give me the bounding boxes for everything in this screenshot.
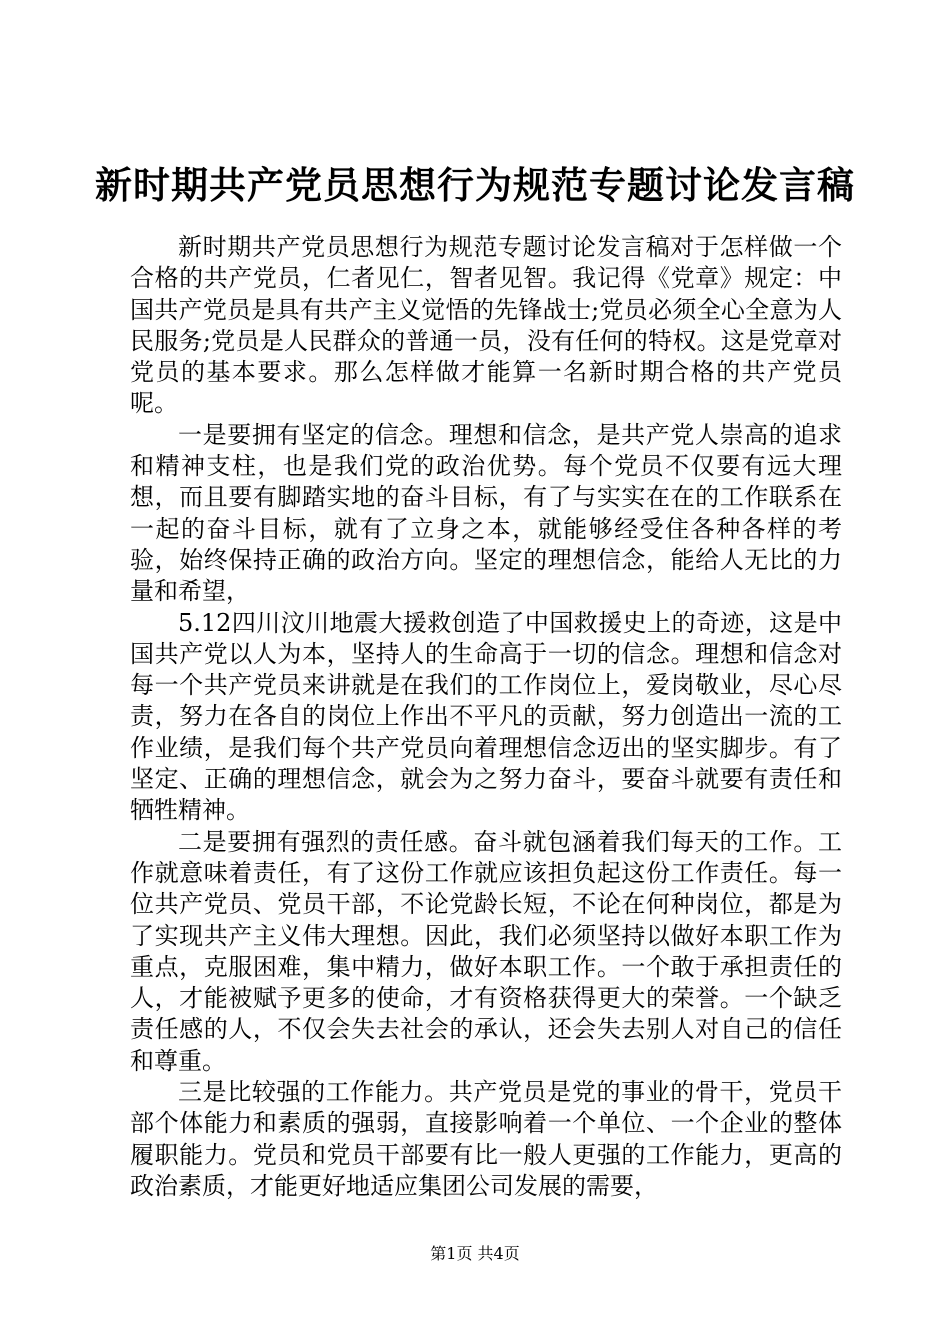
paragraph-earthquake: 5.12四川汶川地震大援救创造了中国救援史上的奇迹，这是中国共产党以人为本，坚持人的生命高于一切的信念。理想和信念对每一个共产党员来讲就是在我们的工作岗位上，爱岗敬业，尽心尽责，努力在各自的岗位上作出不平凡的贡献，努力创造出一流的工作业绩，是我们每个共产党员向着理想信念迈出的坚实脚步。有了坚定、正确的理想信念，就会为之努力奋斗，要奋斗就要有责任和牺牲精神。: [130, 608, 842, 825]
paragraph-point-two: 二是要拥有强烈的责任感。奋斗就包涵着我们每天的工作。工作就意味着责任，有了这份工作就应该担负起这份工作责任。每一位共产党员、党员干部，不论党龄长短，不论在何种岗位，都是为了实现共产主义伟大理想。因此，我们必须坚持以做好本职工作为重点，克服困难，集中精力，做好本职工作。一个敢于承担责任的人，才能被赋予更多的使命，才有资格获得更大的荣誉。一个缺乏责任感的人，不仅会失去社会的承认，还会失去别人对自己的信任和尊重。: [130, 827, 842, 1075]
paragraph-intro: 新时期共产党员思想行为规范专题讨论发言稿对于怎样做一个合格的共产党员，仁者见仁，智者见智。我记得《党章》规定：中国共产党员是具有共产主义觉悟的先锋战士;党员必须全心全意为人民服务;党员是人民群众的普通一员，没有任何的特权。这是党章对党员的基本要求。那么怎样做才能算一名新时期合格的共产党员呢。: [130, 233, 842, 418]
page-number-footer: 第1页 共4页: [430, 1244, 520, 1263]
document-body: [130, 232, 842, 1202]
document-title: 新时期共产党员思想行为规范专题讨论发言稿: [95, 163, 855, 207]
paragraph-point-one: 一是要拥有坚定的信念。理想和信念，是共产党人崇高的追求和精神支柱，也是我们党的政治优势。每个党员不仅要有远大理想，而且要有脚踏实地的奋斗目标，有了与实实在在的工作联系在一起的奋斗目标，就有了立身之本，就能够经受住各种各样的考验，始终保持正确的政治方向。坚定的理想信念，能给人无比的力量和希望，: [130, 420, 842, 606]
paragraph-point-three: 三是比较强的工作能力。共产党员是党的事业的骨干，党员干部个体能力和素质的强弱，直接影响着一个单位、一个企业的整体履职能力。党员和党员干部要有比一般人更强的工作能力，更高的政治素质，才能更好地适应集团公司发展的需要，: [130, 1078, 842, 1200]
